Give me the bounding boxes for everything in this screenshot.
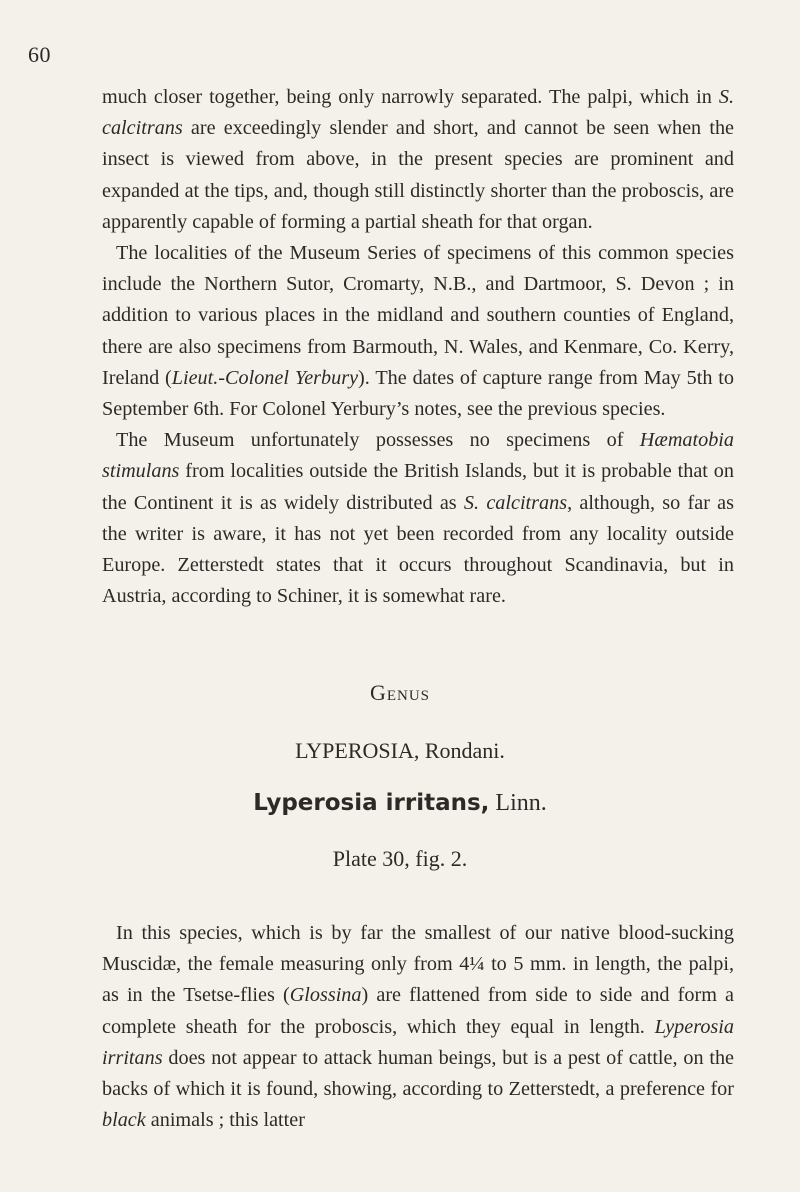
body-text-top (102, 82, 734, 612)
body-text-bottom (102, 918, 734, 1136)
species-heading (0, 790, 800, 817)
species-author: Linn. (495, 790, 547, 816)
paragraph: much closer together, being only narrowly separated. The palpi, which in S. calcitrans are exceedingly slender and short, and cannot be seen when the insect is viewed from above, in the present species are prominent and expanded at the tips, and, though still distinctly shorter than the proboscis, are apparently capable of forming a partial sheath for that organ. (102, 86, 734, 233)
species-name: Lyperosia irritans, (253, 790, 490, 816)
paragraph: In this species, which is by far the smallest of our native blood-sucking Muscidæ, the female measuring only from 4¼ to 5 mm. in length, the palpi, as in the Tsetse-flies (Glossina) are flattened from side to side and form a complete sheath for the proboscis, which they equal in length. Lyperosia irritans does not appear to attack human beings, but is a pest of cattle, on the backs of which it is found, showing, according to Zetterstedt, a preference for black animals ; this latter (102, 922, 734, 1132)
paragraph: The localities of the Museum Series of specimens of this common species include the Northern Sutor, Cromarty, N.B., and Dartmoor, S. Devon ; in addition to various places in the midland and southern counties of England, there are also specimens from Barmouth, N. Wales, and Kenmare, Co. Kerry, Ireland (Lieut.-Colonel Yerbury). The dates of capture range from May 5th to September 6th. For Colonel Yerbury’s notes, see the previous species. (102, 242, 734, 421)
paragraph: The Museum unfortunately possesses no specimens of Hæmatobia stimulans from localities outside the British Islands, but it is probable that on the Continent it is as widely distributed as S. calcitrans, although, so far as the writer is aware, it has not yet been recorded from any locality outside Europe. Zetterstedt states that it occurs throughout Scandinavia, but in Austria, according to Schiner, it is somewhat rare. (102, 429, 734, 608)
genus-name: LYPEROSIA, Rondani. (295, 738, 505, 763)
page-number: 60 (28, 42, 51, 67)
plate-reference: Plate 30, fig. 2. (332, 846, 468, 871)
genus-heading: Genus (369, 680, 431, 705)
